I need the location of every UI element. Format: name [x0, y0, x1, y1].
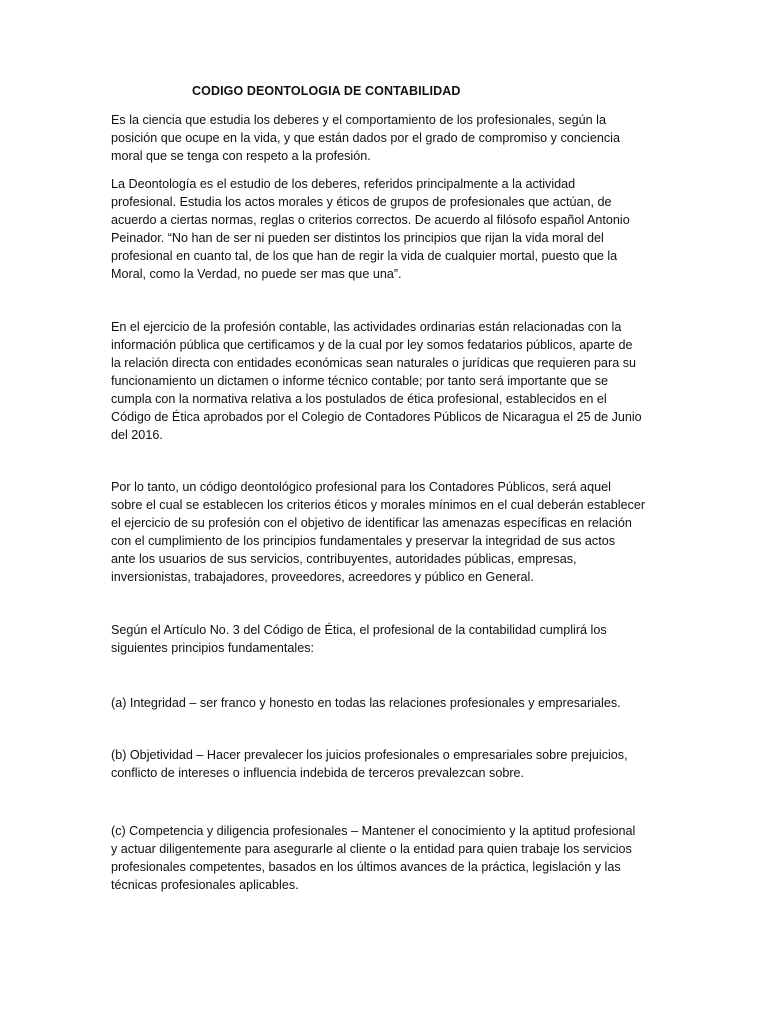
text-line: profesional. Estudia los actos morales y éticos de grupos de profesionales que actúan, de	[111, 195, 612, 209]
principle-competencia	[111, 822, 671, 894]
text-line: Peinador. “No han de ser ni pueden ser distintos los principios que rijan la vida moral del	[111, 231, 604, 245]
text-line: acuerdo a ciertas normas, reglas o criterios correctos. De acuerdo al filósofo español Antonio	[111, 213, 630, 227]
text-line: profesionales competentes, basados en los últimos avances de la práctica, legislación y las	[111, 860, 621, 874]
text-line: (a) Integridad – ser franco y honesto en todas las relaciones profesionales y empresariales.	[111, 696, 621, 710]
text-line: cumpla con la normativa relativa a los postulados de ética profesional, establecidos en el	[111, 392, 607, 406]
text-line: Código de Ética aprobados por el Colegio de Contadores Públicos de Nicaragua el 25 de Junio	[111, 410, 642, 424]
text-line: (c) Competencia y diligencia profesionales – Mantener el conocimiento y la aptitud profesional	[111, 824, 636, 838]
document-title: CODIGO DEONTOLOGIA DE CONTABILIDAD	[192, 84, 461, 98]
text-line: Según el Artículo No. 3 del Código de Ética, el profesional de la contabilidad cumplirá los	[111, 623, 607, 637]
text-line: (b) Objetividad – Hacer prevalecer los juicios profesionales o empresariales sobre prejuicios,	[111, 748, 628, 762]
text-line: La Deontología es el estudio de los deberes, referidos principalmente a la actividad	[111, 177, 576, 191]
text-line: funcionamiento un dictamen o informe técnico contable; por tanto será importante que se	[111, 374, 609, 388]
text-line: Moral, como la Verdad, no puede ser mas que una”.	[111, 267, 402, 281]
paragraph-codigo-deontologico	[111, 478, 671, 586]
text-line: ante los usuarios de sus servicios, contribuyentes, autoridades públicas, empresas,	[111, 552, 577, 566]
text-line: Es la ciencia que estudia los deberes y el comportamiento de los profesionales, según la	[111, 113, 606, 127]
principle-objetividad	[111, 746, 671, 782]
text-line: posición que ocupe en la vida, y que están dados por el grado de compromiso y conciencia	[111, 131, 620, 145]
text-line: el ejercicio de su profesión con el objetivo de identificar las amenazas específicas en relación	[111, 516, 632, 530]
text-line: con el cumplimiento de los principios fundamentales y preservar la integridad de sus actos	[111, 534, 616, 548]
paragraph-definition	[111, 111, 671, 165]
text-line: la relación directa con entidades económicas sean naturales o jurídicas que requieren para su	[111, 356, 637, 370]
text-line: En el ejercicio de la profesión contable, las actividades ordinarias están relacionadas con la	[111, 320, 622, 334]
text-line: información pública que certificamos y de la cual por ley somos fedatarios públicos, aparte de	[111, 338, 633, 352]
principle-integridad	[111, 694, 671, 712]
text-line: sobre el cual se establecen los criterios éticos y morales mínimos en el cual deberán establecer	[111, 498, 646, 512]
text-line: conflicto de intereses o influencia indebida de terceros prevalezcan sobre.	[111, 766, 525, 780]
text-line: del 2016.	[111, 428, 163, 442]
text-line: moral que se tenga con respeto a la profesión.	[111, 149, 371, 163]
paragraph-deontologia	[111, 175, 671, 283]
text-line: Por lo tanto, un código deontológico profesional para los Contadores Públicos, será aquel	[111, 480, 611, 494]
text-line: siguientes principios fundamentales:	[111, 641, 315, 655]
text-line: profesional en cuanto tal, de los que han de regir la vida de cualquier mortal, puesto que la	[111, 249, 618, 263]
text-line: y actuar diligentemente para asegurarle al cliente o la entidad para quien trabaje los servicios	[111, 842, 632, 856]
text-line: inversionistas, trabajadores, proveedores, acreedores y público en General.	[111, 570, 534, 584]
text-line: técnicas profesionales aplicables.	[111, 878, 299, 892]
paragraph-ejercicio-profesion	[111, 318, 671, 444]
paragraph-articulo-3	[111, 621, 671, 657]
